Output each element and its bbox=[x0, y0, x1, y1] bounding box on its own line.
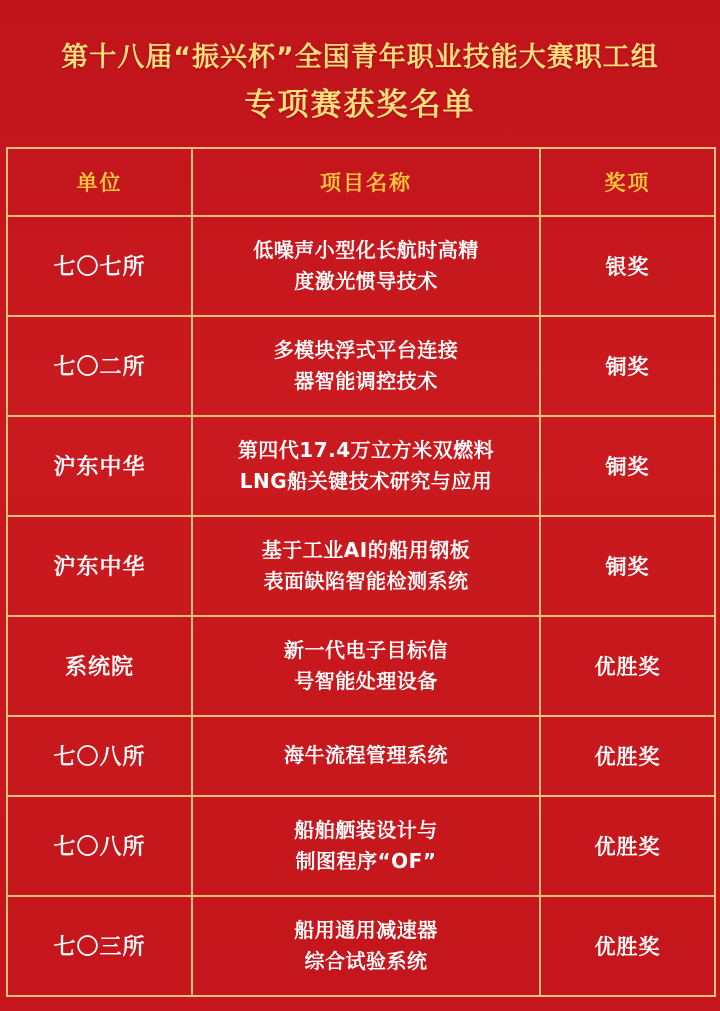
table-row bbox=[7, 316, 715, 416]
column-header-award: 奖项 bbox=[540, 148, 715, 216]
column-header-unit: 单位 bbox=[7, 148, 192, 216]
cell-unit: 七〇八所 bbox=[7, 796, 192, 896]
project-line: 基于工业AI的船用钢板 bbox=[261, 537, 471, 562]
cell-project bbox=[192, 416, 540, 516]
project-line: 新一代电子目标信 bbox=[284, 637, 448, 662]
project-line: 综合试验系统 bbox=[304, 948, 428, 973]
column-header-project: 项目名称 bbox=[192, 148, 540, 216]
cell-award: 银奖 bbox=[540, 216, 715, 316]
cell-project bbox=[192, 516, 540, 616]
table-row bbox=[7, 416, 715, 516]
cell-project bbox=[192, 796, 540, 896]
table-row bbox=[7, 716, 715, 796]
cell-award: 优胜奖 bbox=[540, 896, 715, 996]
project-line: 海牛流程管理系统 bbox=[284, 743, 448, 768]
page-header bbox=[0, 0, 720, 147]
cell-project bbox=[192, 896, 540, 996]
project-line: 船舶舾装设计与 bbox=[294, 817, 438, 842]
cell-award: 优胜奖 bbox=[540, 616, 715, 716]
cell-unit: 沪东中华 bbox=[7, 416, 192, 516]
cell-award: 优胜奖 bbox=[540, 796, 715, 896]
table-row bbox=[7, 516, 715, 616]
cell-project bbox=[192, 216, 540, 316]
project-line: 度激光惯导技术 bbox=[294, 268, 438, 293]
project-line: 号智能处理设备 bbox=[294, 668, 438, 693]
page-title-line-2: 专项赛获奖名单 bbox=[244, 87, 476, 124]
table-header-row bbox=[7, 148, 715, 216]
cell-award: 铜奖 bbox=[540, 516, 715, 616]
page-title-line-1: 第十八届“振兴杯”全国青年职业技能大赛职工组 bbox=[61, 42, 659, 73]
table-row bbox=[7, 616, 715, 716]
project-line: 第四代17.4万立方米双燃料 bbox=[237, 437, 495, 462]
cell-project bbox=[192, 616, 540, 716]
project-line: 表面缺陷智能检测系统 bbox=[263, 568, 469, 593]
project-line: 船用通用减速器 bbox=[294, 917, 438, 942]
cell-award: 铜奖 bbox=[540, 316, 715, 416]
cell-unit: 沪东中华 bbox=[7, 516, 192, 616]
project-line: LNG船关键技术研究与应用 bbox=[239, 468, 493, 493]
cell-award: 铜奖 bbox=[540, 416, 715, 516]
table-header bbox=[7, 148, 715, 216]
project-line: 低噪声小型化长航时高精 bbox=[253, 237, 479, 262]
cell-project bbox=[192, 716, 540, 796]
cell-project bbox=[192, 316, 540, 416]
cell-award: 优胜奖 bbox=[540, 716, 715, 796]
project-line: 多模块浮式平台连接 bbox=[273, 337, 459, 362]
table-row bbox=[7, 896, 715, 996]
table-body bbox=[7, 216, 715, 996]
project-line: 器智能调控技术 bbox=[294, 368, 438, 393]
cell-unit: 七〇三所 bbox=[7, 896, 192, 996]
cell-unit: 七〇八所 bbox=[7, 716, 192, 796]
cell-unit: 七〇七所 bbox=[7, 216, 192, 316]
cell-unit: 七〇二所 bbox=[7, 316, 192, 416]
cell-unit: 系统院 bbox=[7, 616, 192, 716]
table-row bbox=[7, 216, 715, 316]
award-table bbox=[6, 147, 716, 997]
table-row bbox=[7, 796, 715, 896]
award-table-wrapper bbox=[0, 147, 720, 997]
project-line: 制图程序“OF” bbox=[295, 848, 437, 873]
